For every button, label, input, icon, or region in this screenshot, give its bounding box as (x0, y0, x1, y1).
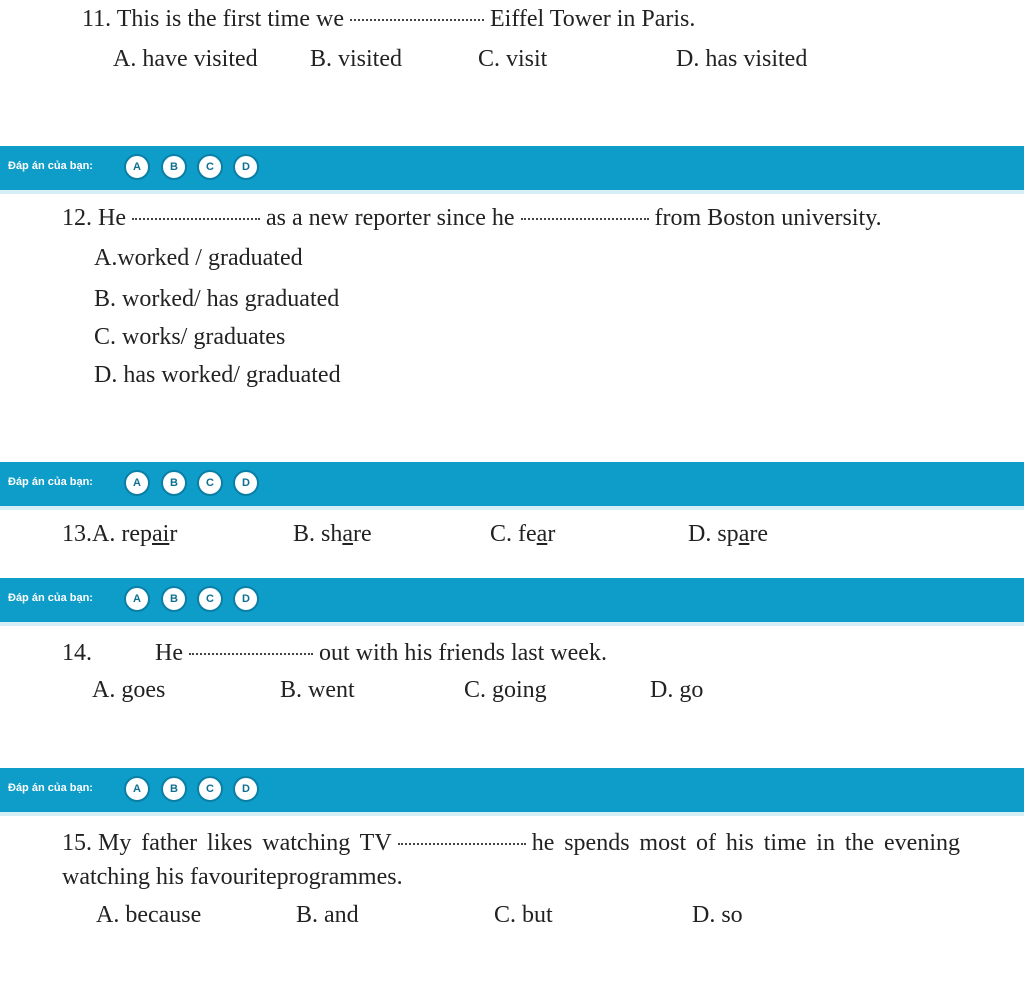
question-number: 15. (62, 830, 92, 856)
answer-label: Đáp án của bạn: (8, 782, 93, 794)
question-11-stem: 11. This is the first time we Eiffel Tower in Paris. (82, 6, 696, 32)
option-b: B. worked/ has graduated (94, 286, 340, 312)
answer-label: Đáp án của bạn: (8, 476, 93, 488)
answer-label: Đáp án của bạn: (8, 160, 93, 172)
question-number: 11. (82, 6, 112, 32)
option-c: C. visit (478, 46, 548, 72)
answer-bar (0, 578, 1024, 626)
underlined-letters: a (738, 521, 750, 547)
option-a: A. have visited (113, 46, 258, 72)
option-d: D. has worked/ graduated (94, 362, 341, 388)
choice-d-button[interactable]: D (233, 776, 259, 802)
choice-b-button[interactable]: B (161, 586, 187, 612)
option-c: C. works/ graduates (94, 324, 286, 350)
choice-d-button[interactable]: D (233, 586, 259, 612)
question-12-stem: 12. He as a new reporter since he from Boston university. (62, 205, 882, 231)
option-b: B. and (296, 902, 359, 928)
choice-c-button[interactable]: C (197, 586, 223, 612)
choice-d-button[interactable]: D (233, 470, 259, 496)
answer-label: Đáp án của bạn: (8, 592, 93, 604)
answer-blank (132, 218, 260, 220)
question-14-stem: He out with his friends last week. (155, 640, 607, 666)
underlined-letters: a (342, 521, 354, 547)
option-d: D. spare (688, 521, 768, 547)
answer-bar (0, 768, 1024, 816)
option-d: D. has visited (676, 46, 808, 72)
option-d: D. go (650, 677, 704, 703)
choice-c-button[interactable]: C (197, 154, 223, 180)
choice-c-button[interactable]: C (197, 776, 223, 802)
choice-a-button[interactable]: A (124, 470, 150, 496)
underlined-letters: ai (152, 521, 170, 547)
option-b: B. went (280, 677, 355, 703)
question-number: 14. (62, 640, 92, 666)
choice-b-button[interactable]: B (161, 776, 187, 802)
option-c: C. fear (490, 521, 556, 547)
answer-bar (0, 462, 1024, 510)
choice-b-button[interactable]: B (161, 470, 187, 496)
answer-blank (521, 218, 649, 220)
choice-a-button[interactable]: A (124, 776, 150, 802)
option-a: 13.A. repair (62, 521, 178, 547)
underlined-letters: a (536, 521, 548, 547)
question-number: 13. (62, 521, 92, 547)
option-d: D. so (692, 902, 743, 928)
option-c: C. going (464, 677, 547, 703)
question-15-stem: 15. My father likes watching TV he spends most of his time in the evening watching his favouriteprogrammes. (62, 830, 961, 890)
option-a: A. goes (92, 677, 166, 703)
choice-d-button[interactable]: D (233, 154, 259, 180)
answer-blank (189, 653, 313, 655)
option-a: A.worked / graduated (94, 245, 303, 271)
choice-a-button[interactable]: A (124, 586, 150, 612)
answer-bar (0, 146, 1024, 194)
choice-b-button[interactable]: B (161, 154, 187, 180)
option-a: A. because (96, 902, 202, 928)
choice-c-button[interactable]: C (197, 470, 223, 496)
question-number: 12. (62, 205, 92, 231)
option-b: B. visited (310, 46, 403, 72)
choice-a-button[interactable]: A (124, 154, 150, 180)
option-b: B. share (293, 521, 372, 547)
option-c: C. but (494, 902, 553, 928)
answer-blank (350, 19, 484, 21)
answer-blank (398, 843, 526, 845)
